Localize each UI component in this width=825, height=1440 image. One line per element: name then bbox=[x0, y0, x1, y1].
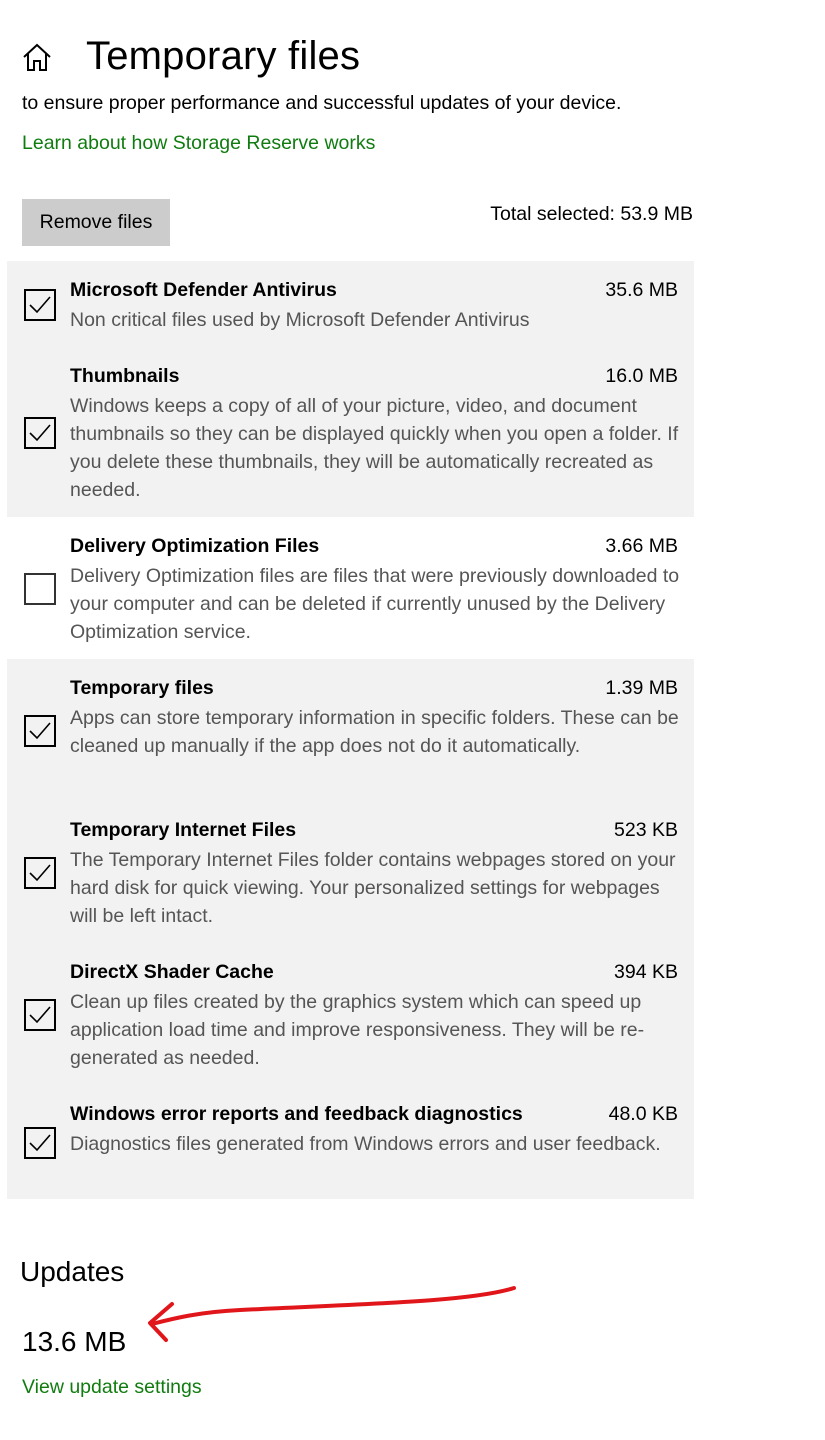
checkbox-temporary-files[interactable] bbox=[24, 715, 56, 747]
list-item-windows-error-reports[interactable] bbox=[7, 1085, 694, 1199]
remove-files-button[interactable]: Remove files bbox=[22, 199, 170, 246]
item-size: 16.0 MB bbox=[605, 365, 678, 387]
updates-size: 13.6 MB bbox=[22, 1326, 127, 1357]
item-description: Apps can store temporary information in specific folders. These can be cleaned up manually if the app does not do it automatically. bbox=[70, 707, 679, 757]
item-size: 48.0 KB bbox=[608, 1103, 678, 1125]
item-name: Windows error reports and feedback diagnostics bbox=[70, 1103, 523, 1125]
checkmark-icon bbox=[29, 295, 51, 315]
item-description: The Temporary Internet Files folder contains webpages stored on your hard disk for quick viewing. Your personalized settings for webpages will be left intact. bbox=[70, 849, 676, 927]
page-header bbox=[0, 0, 825, 96]
learn-storage-reserve-link[interactable]: Learn about how Storage Reserve works bbox=[22, 132, 376, 154]
checkmark-icon bbox=[29, 1005, 51, 1025]
item-description: Windows keeps a copy of all of your picture, video, and document thumbnails so they can be displayed quickly when you open a folder. If you delete these thumbnails, they will be automatically recreated as needed. bbox=[70, 395, 679, 501]
view-update-settings-link[interactable]: View update settings bbox=[22, 1376, 202, 1398]
checkmark-icon bbox=[29, 1133, 51, 1153]
checkbox-delivery-optimization[interactable] bbox=[24, 573, 56, 605]
item-name: Thumbnails bbox=[70, 365, 180, 387]
item-size: 523 KB bbox=[614, 819, 678, 841]
checkbox-temporary-internet-files[interactable] bbox=[24, 857, 56, 889]
item-description: Non critical files used by Microsoft Defender Antivirus bbox=[70, 309, 530, 331]
updates-heading: Updates bbox=[20, 1256, 125, 1287]
list-item-temporary-internet-files[interactable] bbox=[7, 801, 694, 943]
list-item-delivery-optimization[interactable] bbox=[7, 517, 694, 659]
checkbox-defender[interactable] bbox=[24, 289, 56, 321]
page-title: Temporary files bbox=[86, 34, 361, 78]
item-size: 394 KB bbox=[614, 961, 678, 983]
list-item-directx-shader-cache[interactable] bbox=[7, 943, 694, 1085]
home-icon[interactable] bbox=[21, 42, 53, 74]
item-name: DirectX Shader Cache bbox=[70, 961, 274, 983]
total-selected: Total selected: 53.9 MB bbox=[490, 203, 693, 225]
checkmark-icon bbox=[29, 721, 51, 741]
checkbox-windows-error-reports[interactable] bbox=[24, 1127, 56, 1159]
checkbox-thumbnails[interactable] bbox=[24, 417, 56, 449]
checkmark-icon bbox=[29, 863, 51, 883]
arrow-shaft bbox=[152, 1288, 514, 1324]
item-name: Microsoft Defender Antivirus bbox=[70, 279, 337, 301]
item-name: Temporary Internet Files bbox=[70, 819, 297, 841]
arrow-head bbox=[150, 1304, 172, 1340]
list-item-thumbnails[interactable] bbox=[7, 347, 694, 517]
item-description: Diagnostics files generated from Windows errors and user feedback. bbox=[70, 1133, 661, 1155]
checkmark-icon bbox=[29, 423, 51, 443]
intro-text: to ensure proper performance and successful updates of your device. bbox=[22, 92, 622, 114]
list-item-temporary-files[interactable] bbox=[7, 659, 694, 801]
item-name: Delivery Optimization Files bbox=[70, 535, 320, 557]
item-size: 3.66 MB bbox=[605, 535, 678, 557]
item-name: Temporary files bbox=[70, 677, 214, 699]
list-item-defender[interactable] bbox=[7, 261, 694, 347]
item-description: Delivery Optimization files are files that were previously downloaded to your computer and can be deleted if currently unused by the Delivery Optimization service. bbox=[70, 565, 680, 643]
checkbox-directx-shader-cache[interactable] bbox=[24, 999, 56, 1031]
temp-files-list bbox=[7, 261, 694, 1199]
item-size: 1.39 MB bbox=[605, 677, 678, 699]
item-size: 35.6 MB bbox=[605, 279, 678, 301]
item-description: Clean up files created by the graphics system which can speed up application load time and improve responsiveness. They will be re-generated as needed. bbox=[70, 991, 645, 1069]
